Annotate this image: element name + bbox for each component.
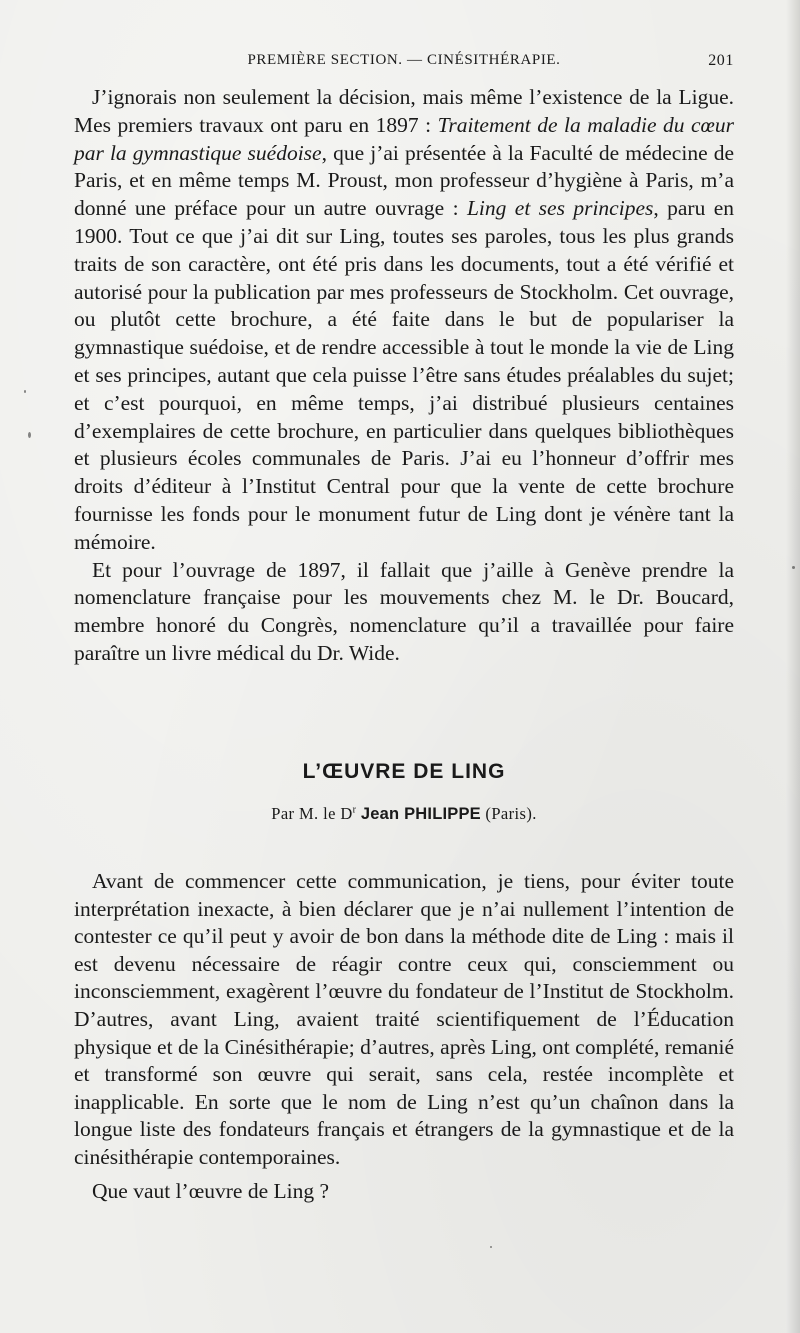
page-edge-shadow <box>786 0 800 1333</box>
running-head <box>74 52 734 74</box>
body-text-bottom <box>74 868 734 1205</box>
speck <box>24 390 26 393</box>
section-title: L’ŒUVRE DE LING <box>302 760 506 783</box>
speck <box>792 566 795 569</box>
paragraph-1 <box>74 84 734 557</box>
byline-sup: r <box>352 804 357 816</box>
paragraph-3: Avant de commencer cette communication, je tiens, pour éviter toute interprétation inexacte, à bien déclarer que je n’ai nullement l’intention de contester ce qu’il peut y avoir de bon dans la méthode dite de Ling : mais il est devenu nécessaire de réagir contre ceux qui, consciemment ou inconsciemment, exagèrent l’œuvre du fondateur de l’Institut de Stockholm. D’autres, avant Ling, avaient traité scientifiquement de l’Éducation physique et de la Cinésithérapie; d’autres, après Ling, ont complété, remanié et transformé son œuvre qui serait, sans cela, restée incomplète et inapplicable. En sorte que le nom de Ling n’est qu’un chaînon dans la longue liste des fondateurs français et étrangers de la gymnastique et de la cinésithérapie contemporaines. <box>74 869 734 1169</box>
paragraph-1-text-a: J’ignorais non seulement la décision, mais même l’existence de la Ligue. Mes premiers travaux ont paru en 1897 : <box>74 85 734 137</box>
body-text-top <box>74 84 734 668</box>
paragraph-4: Que vaut l’œuvre de Ling ? <box>92 1178 330 1203</box>
byline-prefix: Par M. le D <box>271 804 353 823</box>
paragraph-1-italic-title-a: Traitement de la maladie du cœur par la gymnastique suédoise <box>74 112 735 165</box>
byline <box>74 804 734 824</box>
running-head-title: PREMIÈRE SECTION. — CINÉSITHÉRAPIE. <box>247 52 561 68</box>
paragraph-2: Et pour l’ouvrage de 1897, il fallait que j’aille à Genève prendre la nomenclature française pour les mouvements chez M. le Dr. Boucard, membre honoré du Congrès, nomenclature qu’il a travaillée pour faire paraître un livre médical du Dr. Wide. <box>74 557 734 665</box>
byline-author: Jean PHILIPPE <box>360 805 481 823</box>
byline-place: (Paris). <box>485 804 537 823</box>
page-number: 201 <box>708 52 734 69</box>
paragraph-1-italic-title-b: Ling et ses principes <box>466 196 654 221</box>
paragraph-1-text-b: , que j’ai présentée à la Faculté de médecine de Paris, et en même temps M. Proust, mon professeur d’hygiène à Paris, m’a donné une préface pour un autre ouvrage : <box>74 140 734 221</box>
paragraph-1-text-c: , paru en 1900. Tout ce que j’ai dit sur Ling, toutes ses paroles, tous les plus grands traits de son caractère, ont été pris dans les documents, tout a été vérifié et autorisé pour la publication par mes professeurs de Stockholm. Cet ouvrage, ou plutôt cette brochure, a été faite dans le but de populariser la gymnastique suédoise, et de rendre accessible à tout le monde la vie de Ling et ses principes, autant que cela puisse l’être sans études préalables du sujet; et c’est pourquoi, en même temps, j’ai distribué plusieurs centaines d’exemplaires de cette brochure, en particulier dans quelques bibliothèques et plusieurs écoles communales de Paris. J’ai eu l’honneur d’offrir mes droits d’éditeur à l’Institut Central pour que la vente de cette brochure fournisse les fonds pour le monument futur de Ling dont je vénère tant la mémoire. <box>74 196 734 554</box>
speck <box>490 1246 492 1248</box>
speck <box>28 432 31 438</box>
